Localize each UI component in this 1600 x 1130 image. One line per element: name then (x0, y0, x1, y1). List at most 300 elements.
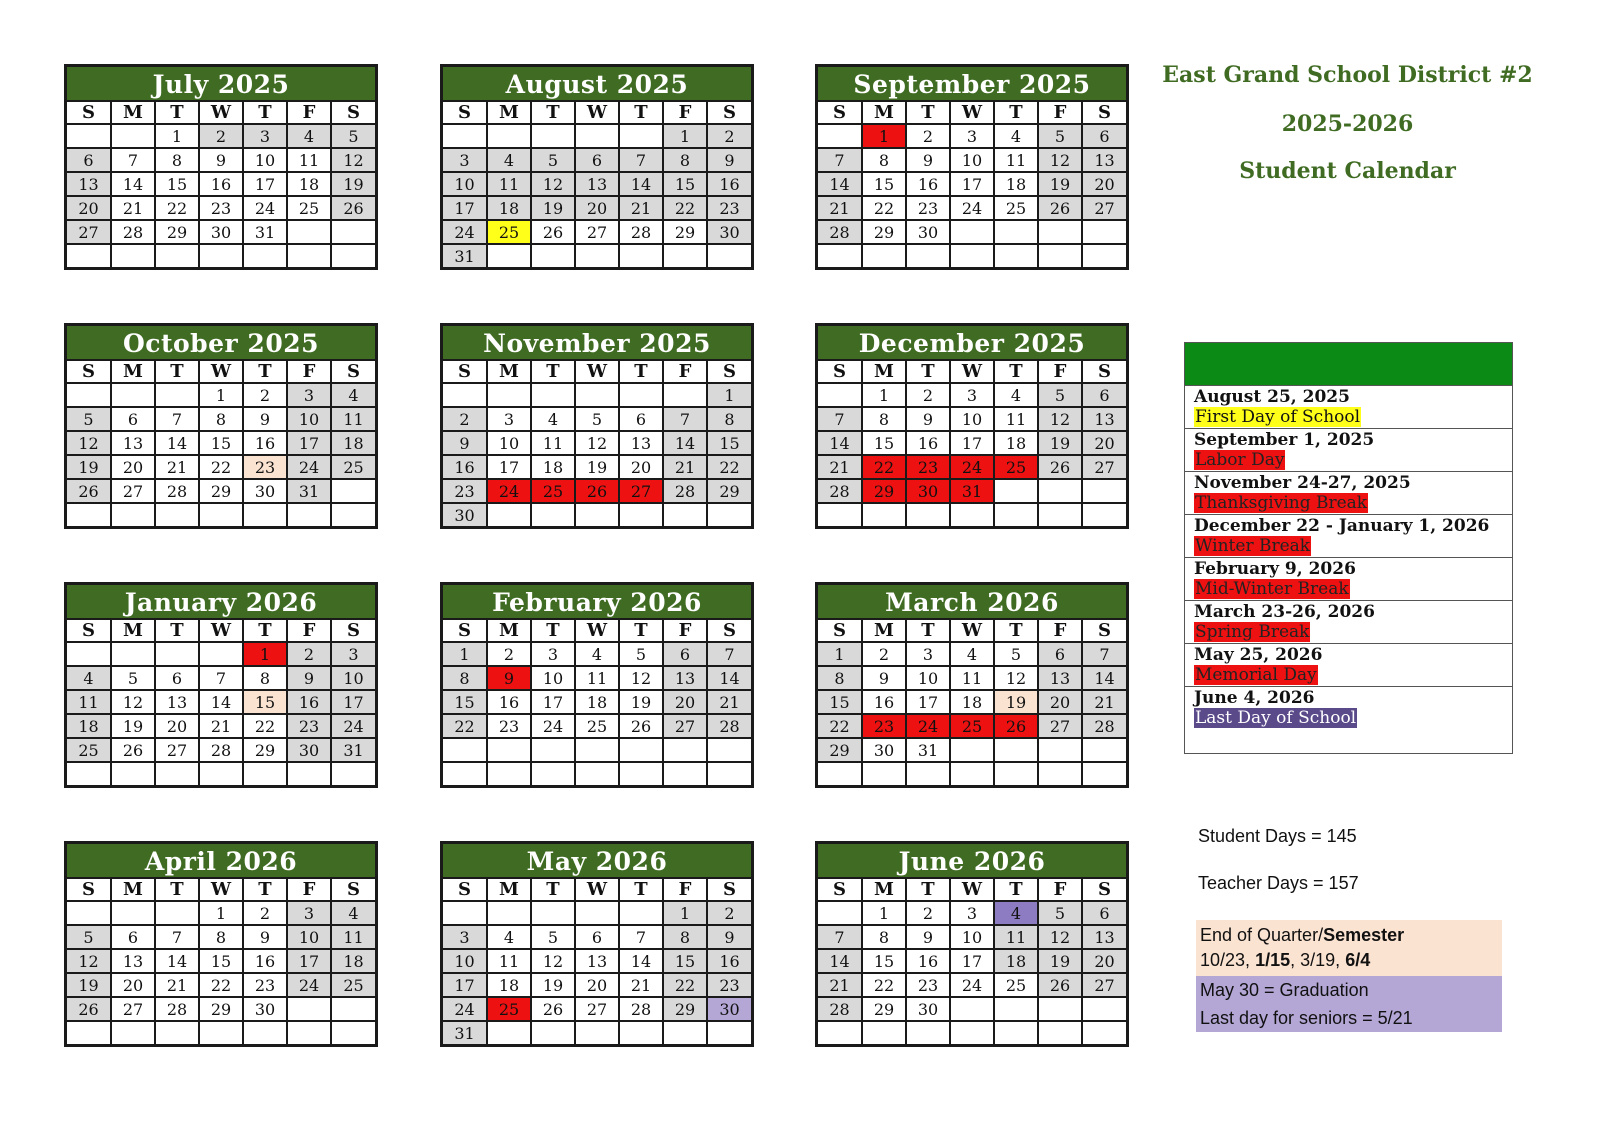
day-cell: 16 (707, 172, 751, 196)
day-cell: 5 (575, 407, 619, 431)
day-cell (199, 244, 243, 267)
day-cell (707, 738, 751, 762)
day-cell (111, 244, 155, 267)
day-cell: 19 (1038, 949, 1082, 973)
day-cell: 1 (862, 901, 906, 925)
weekday-header: T (619, 102, 663, 124)
day-cell: 6 (663, 642, 707, 666)
day-cell (287, 220, 331, 244)
day-cell: 23 (906, 196, 950, 220)
day-cell: 9 (487, 666, 531, 690)
day-cell (707, 244, 751, 267)
day-cell: 29 (199, 997, 243, 1021)
day-cell: 10 (950, 148, 994, 172)
school-year: 2025-2026 (1281, 111, 1414, 137)
day-cell (619, 503, 663, 526)
day-cell (67, 901, 111, 925)
day-cell (531, 244, 575, 267)
weekday-header: F (287, 620, 331, 642)
day-cell: 19 (331, 172, 375, 196)
weekday-header: M (111, 361, 155, 383)
day-cell: 1 (243, 642, 287, 666)
day-cell: 31 (906, 738, 950, 762)
day-cell: 12 (67, 431, 111, 455)
weekday-header: W (575, 102, 619, 124)
legend-item (1185, 687, 1512, 753)
day-cell: 15 (155, 172, 199, 196)
day-cell (487, 244, 531, 267)
month-title: January 2026 (67, 585, 375, 620)
weekday-header: S (707, 620, 751, 642)
legend-event: Memorial Day (1195, 665, 1317, 685)
day-cell: 29 (199, 479, 243, 503)
day-cell: 22 (862, 196, 906, 220)
day-cell: 12 (994, 666, 1038, 690)
day-cell (531, 124, 575, 148)
day-cell: 11 (331, 925, 375, 949)
weekday-header: S (1082, 879, 1126, 901)
day-cell: 22 (155, 196, 199, 220)
day-cell: 3 (950, 901, 994, 925)
day-cell: 23 (906, 455, 950, 479)
day-cell: 30 (707, 220, 751, 244)
day-cell: 6 (1038, 642, 1082, 666)
day-cell (575, 244, 619, 267)
day-cell (950, 244, 994, 267)
day-cell: 14 (155, 431, 199, 455)
day-cell: 15 (862, 172, 906, 196)
day-cell: 15 (707, 431, 751, 455)
day-cell: 6 (575, 148, 619, 172)
day-cell: 24 (443, 997, 487, 1021)
day-cell: 17 (443, 196, 487, 220)
day-cell: 29 (862, 479, 906, 503)
month-title: May 2026 (443, 844, 751, 879)
day-cell: 2 (707, 901, 751, 925)
weekday-header: S (818, 361, 862, 383)
legend-item (1185, 472, 1512, 515)
day-cell: 24 (287, 973, 331, 997)
day-cell: 8 (707, 407, 751, 431)
day-cell (199, 762, 243, 785)
day-cell: 20 (575, 973, 619, 997)
day-cell: 20 (575, 196, 619, 220)
day-cell: 7 (111, 148, 155, 172)
day-cell: 17 (487, 455, 531, 479)
month-calendar (440, 582, 754, 788)
day-cell: 4 (950, 642, 994, 666)
legend-header (1185, 343, 1512, 386)
weekday-header: S (67, 879, 111, 901)
day-cell: 9 (443, 431, 487, 455)
day-cell: 22 (243, 714, 287, 738)
day-cell (111, 642, 155, 666)
day-cell (1038, 479, 1082, 503)
day-cell: 15 (443, 690, 487, 714)
quarter-end-date: 3/19 (1300, 950, 1336, 970)
day-cell: 14 (1082, 666, 1126, 690)
weekday-header: F (287, 361, 331, 383)
day-cell (243, 1021, 287, 1044)
day-cell: 21 (155, 973, 199, 997)
day-cell: 10 (243, 148, 287, 172)
day-cell (818, 762, 862, 785)
day-cell: 16 (862, 690, 906, 714)
day-cell: 3 (443, 925, 487, 949)
day-cell: 10 (487, 431, 531, 455)
day-cell: 19 (994, 690, 1038, 714)
day-cell: 16 (906, 431, 950, 455)
day-cell: 23 (862, 714, 906, 738)
day-cell: 24 (487, 479, 531, 503)
day-cell: 28 (199, 738, 243, 762)
day-cell: 26 (1038, 455, 1082, 479)
day-cell: 3 (950, 124, 994, 148)
day-cell: 26 (531, 220, 575, 244)
day-cell: 28 (818, 479, 862, 503)
weekday-header: S (331, 879, 375, 901)
day-cell: 11 (950, 666, 994, 690)
day-cell: 13 (1038, 666, 1082, 690)
day-cell: 6 (1082, 124, 1126, 148)
day-cell: 5 (531, 925, 575, 949)
day-cell: 19 (531, 196, 575, 220)
month-calendar (64, 841, 378, 1047)
day-cell: 3 (287, 383, 331, 407)
weekday-header: F (1038, 361, 1082, 383)
day-cell: 8 (443, 666, 487, 690)
day-cell (243, 503, 287, 526)
weekday-header: T (531, 361, 575, 383)
day-cell (443, 901, 487, 925)
day-cell: 29 (862, 997, 906, 1021)
day-cell: 5 (619, 642, 663, 666)
legend-item (1185, 429, 1512, 472)
day-cell: 13 (111, 949, 155, 973)
month-title: October 2025 (67, 326, 375, 361)
day-cell: 6 (111, 407, 155, 431)
day-cell (906, 503, 950, 526)
day-cell (862, 1021, 906, 1044)
day-cell: 9 (199, 148, 243, 172)
legend-event: Spring Break (1195, 622, 1310, 642)
day-cell (331, 503, 375, 526)
day-cell: 21 (1082, 690, 1126, 714)
day-cell (531, 738, 575, 762)
day-cell (155, 244, 199, 267)
month-title: December 2025 (818, 326, 1126, 361)
day-cell: 12 (1038, 148, 1082, 172)
day-cell (1082, 762, 1126, 785)
day-cell: 20 (111, 973, 155, 997)
day-cell: 30 (906, 479, 950, 503)
weekday-header: M (111, 620, 155, 642)
day-cell: 2 (707, 124, 751, 148)
day-cell: 11 (487, 949, 531, 973)
quarter-end-label: End of Quarter/ (1200, 925, 1324, 945)
day-cell: 5 (531, 148, 575, 172)
day-cell: 13 (1082, 925, 1126, 949)
day-cell: 4 (331, 901, 375, 925)
day-cell (1038, 738, 1082, 762)
day-cell (950, 503, 994, 526)
day-cell (575, 503, 619, 526)
day-cell: 26 (67, 997, 111, 1021)
day-cell: 8 (155, 148, 199, 172)
day-cell (199, 642, 243, 666)
legend-item (1185, 601, 1512, 644)
day-cell: 22 (707, 455, 751, 479)
day-cell: 10 (906, 666, 950, 690)
day-cell: 3 (287, 901, 331, 925)
day-cell: 29 (862, 220, 906, 244)
weekday-header: W (575, 879, 619, 901)
day-cell: 21 (707, 690, 751, 714)
day-cell (663, 1021, 707, 1044)
day-cell: 30 (906, 220, 950, 244)
day-cell (487, 901, 531, 925)
day-cell: 25 (531, 479, 575, 503)
weekday-header: T (906, 879, 950, 901)
day-cell (1082, 479, 1126, 503)
day-cell: 23 (487, 714, 531, 738)
day-cell: 9 (906, 925, 950, 949)
day-cell (243, 762, 287, 785)
day-cell (487, 503, 531, 526)
day-cell: 27 (111, 479, 155, 503)
day-cell: 23 (199, 196, 243, 220)
day-cell (487, 383, 531, 407)
day-cell (950, 738, 994, 762)
day-cell (906, 244, 950, 267)
day-cell: 18 (531, 455, 575, 479)
month-calendar (64, 323, 378, 529)
day-cell (531, 503, 575, 526)
day-cell: 13 (67, 172, 111, 196)
day-cell: 2 (862, 642, 906, 666)
day-cell (443, 124, 487, 148)
day-cell (67, 124, 111, 148)
day-cell: 27 (111, 997, 155, 1021)
day-cell: 18 (287, 172, 331, 196)
quarter-end-date: 10/23 (1200, 950, 1246, 970)
day-cell (331, 997, 375, 1021)
day-cell: 16 (243, 949, 287, 973)
day-cell: 9 (906, 407, 950, 431)
day-cell: 25 (287, 196, 331, 220)
day-cell (619, 124, 663, 148)
weekday-header: S (1082, 102, 1126, 124)
day-cell (1082, 1021, 1126, 1044)
day-cell: 30 (707, 997, 751, 1021)
day-cell: 20 (1082, 949, 1126, 973)
day-cell: 22 (199, 973, 243, 997)
day-cell: 30 (862, 738, 906, 762)
day-cell: 6 (1082, 901, 1126, 925)
day-cell (862, 503, 906, 526)
weekday-header: F (287, 102, 331, 124)
weekday-header: F (1038, 102, 1082, 124)
day-cell: 27 (1082, 196, 1126, 220)
day-cell: 22 (663, 973, 707, 997)
quarter-end-date: 6/4 (1345, 950, 1371, 970)
day-cell: 12 (575, 431, 619, 455)
day-cell: 3 (531, 642, 575, 666)
day-cell: 5 (1038, 901, 1082, 925)
weekday-header: S (707, 361, 751, 383)
day-cell: 1 (663, 901, 707, 925)
day-cell: 27 (575, 220, 619, 244)
day-cell (575, 762, 619, 785)
day-cell: 9 (707, 148, 751, 172)
day-cell: 12 (331, 148, 375, 172)
day-cell: 11 (575, 666, 619, 690)
day-cell: 7 (707, 642, 751, 666)
day-cell (575, 738, 619, 762)
day-cell (994, 762, 1038, 785)
day-cell: 22 (818, 714, 862, 738)
day-cell: 26 (575, 479, 619, 503)
day-cell: 6 (575, 925, 619, 949)
day-cell: 24 (531, 714, 575, 738)
day-cell (994, 503, 1038, 526)
day-cell: 1 (707, 383, 751, 407)
day-cell: 25 (994, 196, 1038, 220)
day-cell: 25 (331, 455, 375, 479)
month-title: September 2025 (818, 67, 1126, 102)
weekday-header: W (950, 361, 994, 383)
day-cell: 7 (818, 148, 862, 172)
day-cell: 28 (155, 479, 199, 503)
day-cell (443, 738, 487, 762)
day-cell: 8 (862, 148, 906, 172)
day-cell: 5 (331, 124, 375, 148)
day-cell: 20 (1082, 172, 1126, 196)
day-cell: 15 (862, 431, 906, 455)
day-cell: 15 (243, 690, 287, 714)
day-cell: 18 (487, 973, 531, 997)
weekday-header: T (994, 879, 1038, 901)
day-cell (111, 383, 155, 407)
day-cell: 16 (906, 949, 950, 973)
day-cell: 19 (619, 690, 663, 714)
day-cell: 11 (994, 925, 1038, 949)
day-cell (707, 1021, 751, 1044)
day-cell (531, 1021, 575, 1044)
day-cell: 6 (67, 148, 111, 172)
day-cell (155, 642, 199, 666)
day-cell (663, 762, 707, 785)
day-cell: 8 (199, 925, 243, 949)
day-cell (67, 383, 111, 407)
day-cell (1038, 997, 1082, 1021)
day-cell: 5 (67, 407, 111, 431)
day-cell: 17 (287, 949, 331, 973)
weekday-header: W (950, 102, 994, 124)
day-cell: 31 (443, 244, 487, 267)
day-cell: 27 (575, 997, 619, 1021)
day-cell: 27 (1038, 714, 1082, 738)
day-cell: 17 (287, 431, 331, 455)
day-cell: 11 (531, 431, 575, 455)
weekday-header: T (155, 620, 199, 642)
day-cell: 9 (243, 407, 287, 431)
day-cell: 15 (199, 431, 243, 455)
day-cell: 24 (243, 196, 287, 220)
day-cell (818, 124, 862, 148)
weekday-header: T (243, 620, 287, 642)
day-cell: 1 (443, 642, 487, 666)
day-cell: 13 (575, 949, 619, 973)
legend-item (1185, 558, 1512, 601)
day-cell: 8 (862, 407, 906, 431)
quarter-end-date: 1/15 (1255, 950, 1291, 970)
day-cell: 13 (619, 431, 663, 455)
day-cell: 19 (1038, 172, 1082, 196)
day-cell: 2 (906, 124, 950, 148)
month-calendar (440, 64, 754, 270)
weekday-header: T (906, 102, 950, 124)
day-cell: 20 (1082, 431, 1126, 455)
day-cell: 13 (663, 666, 707, 690)
day-cell (818, 244, 862, 267)
day-cell: 24 (443, 220, 487, 244)
day-cell (1038, 220, 1082, 244)
day-cell: 22 (443, 714, 487, 738)
quarter-end-dates: 10/23, 1/15, 3/19, 6/4 (1200, 950, 1371, 970)
day-cell (199, 1021, 243, 1044)
weekday-header: S (443, 102, 487, 124)
day-cell (155, 1021, 199, 1044)
day-cell: 4 (67, 666, 111, 690)
day-cell (487, 762, 531, 785)
weekday-header: T (155, 361, 199, 383)
day-cell (994, 244, 1038, 267)
legend-date: September 1, 2025 (1194, 430, 1375, 450)
day-cell: 21 (818, 973, 862, 997)
day-cell: 4 (487, 925, 531, 949)
day-cell: 19 (1038, 431, 1082, 455)
day-cell: 26 (1038, 196, 1082, 220)
weekday-header: W (199, 361, 243, 383)
day-cell: 27 (155, 738, 199, 762)
weekday-header: M (487, 879, 531, 901)
day-cell: 31 (287, 479, 331, 503)
day-cell: 21 (818, 196, 862, 220)
day-cell: 14 (619, 172, 663, 196)
day-cell: 17 (950, 431, 994, 455)
day-cell: 26 (1038, 973, 1082, 997)
day-cell (243, 244, 287, 267)
day-cell: 5 (1038, 124, 1082, 148)
legend-date: February 9, 2026 (1194, 559, 1356, 579)
weekday-header: S (443, 361, 487, 383)
day-cell (67, 503, 111, 526)
day-cell: 18 (331, 949, 375, 973)
day-cell: 18 (331, 431, 375, 455)
day-cell: 29 (707, 479, 751, 503)
day-cell: 9 (287, 666, 331, 690)
day-cell (531, 901, 575, 925)
day-cell: 24 (950, 455, 994, 479)
day-cell: 8 (663, 925, 707, 949)
day-cell: 16 (487, 690, 531, 714)
day-cell: 19 (531, 973, 575, 997)
weekday-header: F (663, 879, 707, 901)
weekday-header: T (155, 102, 199, 124)
weekday-header: T (994, 102, 1038, 124)
day-cell: 22 (862, 973, 906, 997)
